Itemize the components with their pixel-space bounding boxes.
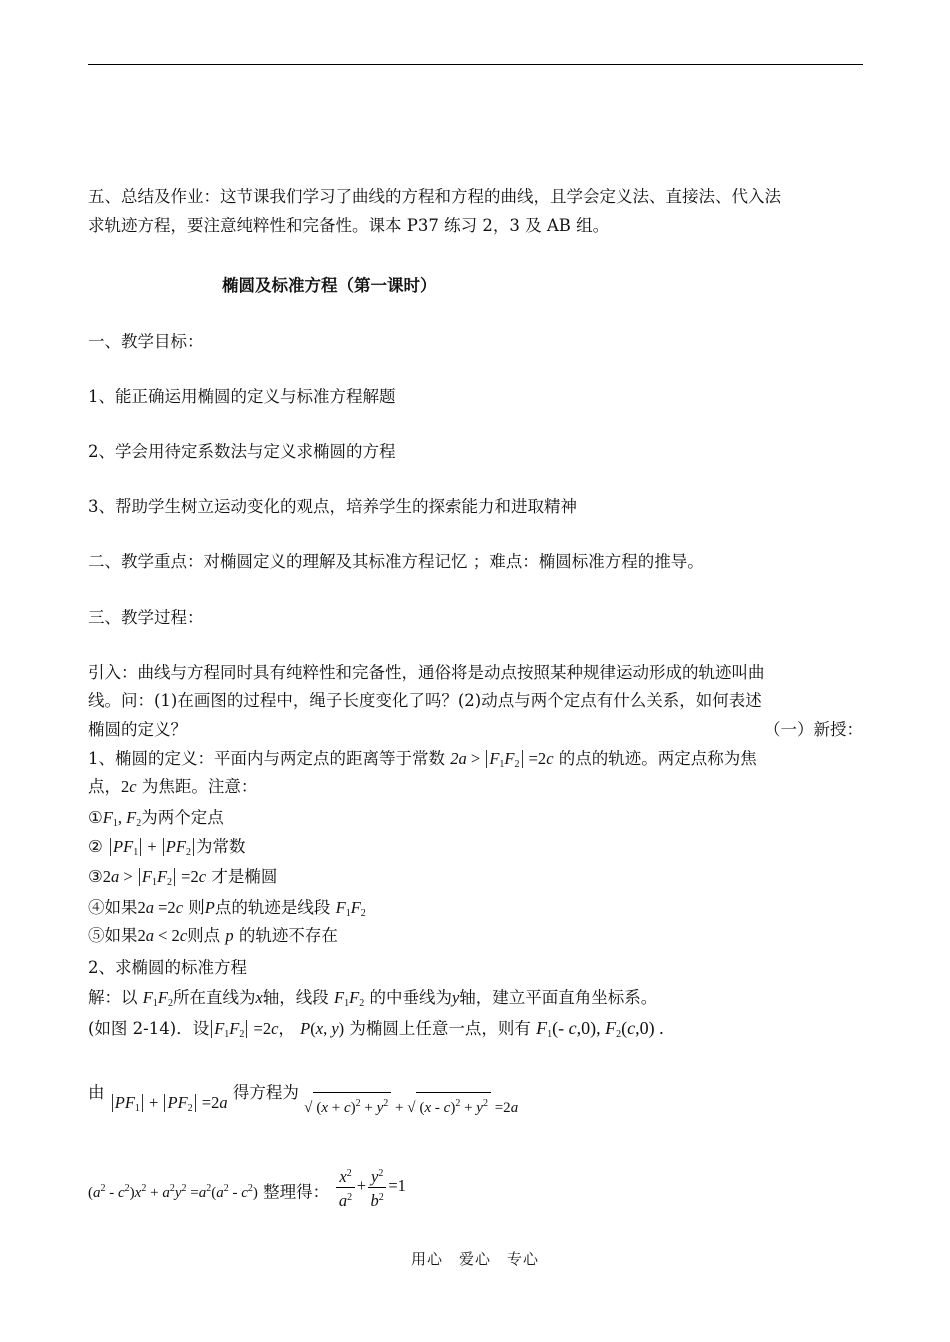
definition-formula: $2a > F_1F_2 =2c$ xyxy=(450,749,554,770)
intro-line-3 xyxy=(88,719,863,741)
derivation-line-2 xyxy=(88,1017,664,1046)
goal-item-2: 2、学会用待定系数法与定义求椭圆的方程 xyxy=(88,442,396,461)
intro-line-2: 线。问：(1)在画图的过程中，绳子长度变化了吗？(2)动点与两个定点有什么关系，如何表述 xyxy=(88,691,762,710)
note-3-formula: $2a > F_1F_2 =2c$ xyxy=(102,867,207,888)
definition-text-4: 为焦距。注意： xyxy=(141,777,258,796)
note-2-text: 为常数 xyxy=(195,837,246,856)
note-3-text: 才是椭圆 xyxy=(211,867,278,886)
definition-text-1: 1、椭圆的定义：平面内与两定点的距离等于常数 xyxy=(88,749,445,768)
note-3-marker: ③ xyxy=(88,867,103,886)
lesson-title: 椭圆及标准方程（第一课时） xyxy=(222,276,437,295)
note-2-formula: $PF_1 + PF_2$ xyxy=(108,837,196,856)
derivation-text-6: (如图 2-14)．设 xyxy=(88,1019,210,1038)
derivation-text-7: ， xyxy=(278,1019,295,1038)
derivation-line-3 xyxy=(88,1078,519,1116)
derivation-text-1: 解：以 xyxy=(88,988,138,1007)
y-axis-symbol: y xyxy=(451,988,460,1007)
derivation-text-3: 轴，线段 xyxy=(262,988,329,1007)
note-1-text: 为两个定点 xyxy=(141,808,224,827)
note-1-formula: $F_1$, $F_2$ xyxy=(102,808,142,829)
distance-sum-formula: $PF_1 + PF_2 =2a$ xyxy=(110,1093,228,1112)
note-4-formula: 2a =2c xyxy=(137,898,184,917)
definition-line-2 xyxy=(88,776,257,798)
note-4-text-2: 则 xyxy=(188,898,205,917)
foci-formula: $F_1(-$ c,0), $F_2(c,0)$ . xyxy=(536,1018,664,1040)
note-1 xyxy=(88,807,224,835)
definition-line-1 xyxy=(88,748,757,776)
expanded-equation: $(a^2 - c^2)x^2 + a^2y^2 =a^2(a^2 - c^2)$ xyxy=(88,1183,258,1202)
header-rule xyxy=(88,64,863,65)
note-5-text-3: 的轨迹不存在 xyxy=(238,926,338,945)
derivation-text-11: 整理得： xyxy=(263,1182,330,1202)
point-p-formula: P(x, y) xyxy=(300,1019,345,1038)
note-3 xyxy=(88,866,277,894)
new-lesson-label: （一）新授： xyxy=(764,720,863,739)
note-5-point: p xyxy=(225,926,234,945)
derivation-text-8: 为椭圆上任意一点，则有 xyxy=(349,1019,531,1038)
process-heading: 三、教学过程： xyxy=(88,608,204,627)
summary-line-1: 五、总结及作业：这节课我们学习了曲线的方程和方程的曲线，且学会定义法、直接法、代入法 xyxy=(88,187,781,206)
note-2 xyxy=(88,836,245,864)
derivation-text-10: 得方程为 xyxy=(232,1083,299,1102)
note-5-text-1: ⑤如果 xyxy=(88,926,138,945)
note-4-text-3: 点的轨迹是线段 xyxy=(214,898,331,917)
intro-question: 椭圆的定义？ xyxy=(88,720,187,739)
radical-equation: √ $(x + c)^2 + y^2$ + √ $(x - c)^2 + y^2 =2a$ xyxy=(304,1100,518,1116)
standard-equation: $\frac{x^2}{a^2}$ + $\frac{y^2}{b^2}$ =1 xyxy=(334,1176,406,1195)
goal-item-1: 1、能正确运用椭圆的定义与标准方程解题 xyxy=(88,387,396,406)
derivation-text-2: 所在直线为 xyxy=(172,988,256,1007)
derivation-text-4: 的中垂线为 xyxy=(369,988,452,1007)
x-axis-symbol: x xyxy=(255,988,263,1007)
summary-line-2: 求轨迹方程，要注意纯粹性和完备性。课本 P37 练习 2，3 及 AB 组。 xyxy=(88,216,610,235)
page-footer: 用心 爱心 专心 xyxy=(410,1250,539,1268)
derivation-heading: 2、求椭圆的标准方程 xyxy=(88,958,247,977)
note-5 xyxy=(88,925,338,947)
derivation-line-1 xyxy=(88,987,657,1015)
intro-line-1: 引入：曲线与方程同时具有纯粹性和完备性，通俗将是动点按照某种规律运动形成的轨迹叫曲 xyxy=(88,663,765,682)
derivation-formula-1: $F_1F_2 =2c$ xyxy=(209,1019,278,1038)
note-4 xyxy=(88,897,366,925)
note-4-point: P xyxy=(204,898,215,917)
note-1-marker: ① xyxy=(88,808,103,827)
definition-text-2: 的点的轨迹。两定点称为焦 xyxy=(558,749,757,768)
goal-item-3: 3、帮助学生树立运动变化的观点，培养学生的探索能力和进取精神 xyxy=(88,497,577,516)
derivation-segment-1: $F_1F_2$ xyxy=(142,988,173,1009)
note-5-text-2: 则点 xyxy=(187,926,221,945)
note-2-marker: ② xyxy=(88,837,103,856)
definition-text-3: 点， xyxy=(88,777,121,796)
key-points: 二、教学重点：对椭圆定义的理解及其标准方程记忆 ；难点：椭圆标准方程的推导。 xyxy=(88,552,704,571)
derivation-line-4 xyxy=(88,1167,406,1217)
note-4-segment: $F_1F_2$ xyxy=(335,898,366,919)
focal-distance-formula: 2c xyxy=(121,777,137,796)
note-5-formula: 2a < 2c xyxy=(137,926,188,945)
derivation-text-9: 由 xyxy=(88,1083,105,1102)
derivation-text-5: 轴，建立平面直角坐标系。 xyxy=(459,988,658,1007)
goals-heading: 一、教学目标： xyxy=(88,332,204,351)
note-4-text-1: ④如果 xyxy=(88,898,138,917)
derivation-segment-2: $F_1F_2$ xyxy=(334,988,365,1009)
